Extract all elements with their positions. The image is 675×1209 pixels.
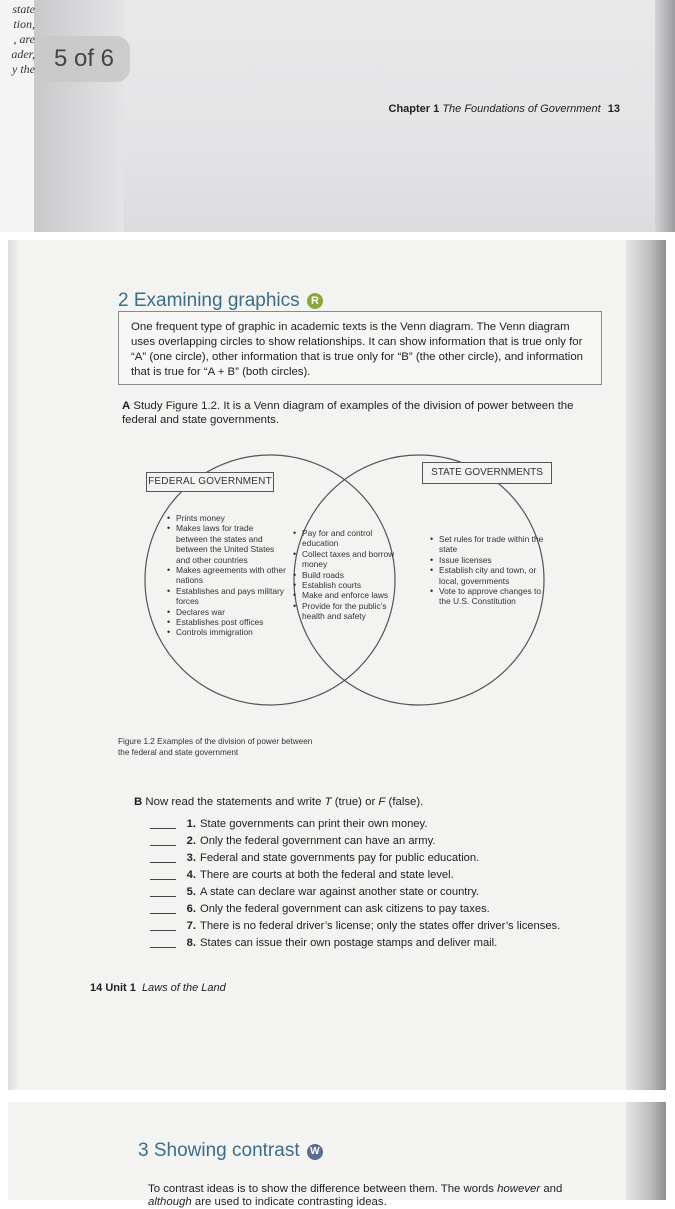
statement-number: 4.: [186, 869, 196, 881]
instruction-text: (true) or: [331, 796, 379, 808]
statement-number: 8.: [186, 937, 196, 949]
instruction-a: [122, 399, 592, 427]
state-governments-label: STATE GOVERNMENTS: [422, 462, 552, 484]
statement-text: State governments can print their own money.: [200, 818, 428, 830]
body-text: and: [540, 1183, 563, 1195]
instruction-text: Study Figure 1.2. It is a Venn diagram of examples of the division of power between the federal and state governments.: [122, 400, 574, 426]
false-letter: F: [378, 796, 386, 808]
statement-row: [150, 850, 620, 867]
cut-word: tion,: [13, 17, 35, 31]
answer-blank[interactable]: [150, 919, 176, 931]
statement-number: 3.: [186, 852, 196, 864]
footer-page-number: 14: [90, 982, 103, 994]
footer-unit-title: Laws of the Land: [141, 982, 226, 994]
statement-text: Only the federal government can have an army.: [200, 835, 436, 847]
state-list: [430, 534, 548, 607]
statement-text: A state can declare war against another state or country.: [200, 886, 480, 898]
statement-number: 6.: [186, 903, 196, 915]
chapter-label: Chapter 1: [388, 103, 440, 115]
list-item: • Pay for and control education: [293, 528, 409, 549]
list-item: • Controls immigration: [167, 627, 287, 637]
statement-number: 7.: [186, 920, 196, 932]
list-item: • Establishes post offices: [167, 617, 287, 627]
chapter-title: The Foundations of Government: [442, 103, 601, 115]
answer-blank[interactable]: [150, 851, 176, 863]
section-title-text: 3 Showing contrast: [138, 1140, 300, 1161]
list-item: • Issue licenses: [430, 555, 548, 565]
cut-off-text: [3, 2, 35, 77]
page-edge-shadow: [626, 1102, 666, 1200]
statement-row: [150, 918, 620, 935]
list-item: • Establish city and town, or local, governments: [430, 565, 548, 586]
answer-blank[interactable]: [150, 936, 176, 948]
list-item: • Prints money: [167, 513, 287, 523]
statement-row: [150, 867, 620, 884]
instruction-text: Now read the statements and write: [145, 796, 325, 808]
list-item: • Set rules for trade within the state: [430, 534, 548, 555]
cut-word: ader,: [11, 47, 35, 61]
instruction-text: (false).: [385, 796, 424, 808]
section-title: [138, 1140, 323, 1162]
statement-text: States can issue their own postage stamps and deliver mail.: [200, 937, 498, 949]
info-box: One frequent type of graphic in academic texts is the Venn diagram. The Venn diagram uses overlapping circles to show relationships. It can show information that is true only for “A” (one circle), other information that is true only for “B” (the other circle), and information that is true for “A + B” (both circles).: [118, 311, 602, 385]
figure-caption: Figure 1.2 Examples of the division of power between the federal and state government: [118, 737, 313, 757]
statement-number: 2.: [186, 835, 196, 847]
next-page: [8, 1102, 666, 1208]
cut-word: state: [12, 2, 35, 16]
answer-blank[interactable]: [150, 868, 176, 880]
statement-text: Federal and state governments pay for public education.: [200, 852, 480, 864]
page-edge-shadow: [8, 240, 18, 1090]
statement-list: [150, 816, 620, 952]
instruction-letter: B: [134, 796, 143, 808]
cut-word: , are: [13, 32, 35, 46]
statement-text: There are courts at both the federal and state level.: [200, 869, 454, 881]
list-item: • Makes agreements with other nations: [167, 565, 287, 586]
federal-government-label: FEDERAL GOVERNMENT: [146, 472, 274, 492]
page-number: 13: [607, 103, 620, 115]
textbook-page: [8, 240, 666, 1090]
reading-badge-icon: R: [307, 293, 323, 309]
keyword-although: although: [148, 1196, 192, 1208]
list-item: • Vote to approve changes to the U.S. Constitution: [430, 586, 548, 607]
page-edge-shadow: [626, 240, 666, 1090]
previous-page: [0, 0, 675, 232]
list-item: • Provide for the public’s health and safety: [293, 601, 409, 622]
chapter-header: [389, 103, 621, 115]
answer-blank[interactable]: [150, 834, 176, 846]
statement-row: [150, 901, 620, 918]
list-item: • Establish courts: [293, 580, 409, 590]
body-text: To contrast ideas is to show the difference between them. The words: [148, 1183, 498, 1195]
statement-row: [150, 935, 620, 952]
footer-unit-label: Unit 1: [105, 982, 136, 994]
both-list: [293, 528, 409, 622]
section-title: [118, 290, 323, 312]
list-item: • Build roads: [293, 570, 409, 580]
page-edge-shadow: [655, 0, 675, 232]
statement-text: Only the federal government can ask citizens to pay taxes.: [200, 903, 490, 915]
federal-list: [167, 513, 287, 638]
answer-blank[interactable]: [150, 902, 176, 914]
answer-blank[interactable]: [150, 885, 176, 897]
page-footer: [90, 982, 226, 994]
list-item: • Declares war: [167, 607, 287, 617]
page-indicator: 5 of 6: [38, 36, 130, 82]
true-letter: T: [324, 796, 332, 808]
list-item: • Collect taxes and borrow money: [293, 549, 409, 570]
statement-number: 5.: [186, 886, 196, 898]
page-gutter-shadow: [34, 0, 124, 232]
body-text: are used to indicate contrasting ideas.: [191, 1196, 387, 1208]
keyword-however: however: [497, 1183, 541, 1195]
writing-badge-icon: W: [307, 1144, 323, 1160]
instruction-b: [134, 796, 614, 808]
statement-text: There is no federal driver’s license; only the states offer driver’s licenses.: [200, 920, 561, 932]
list-item: • Make and enforce laws: [293, 590, 409, 600]
cut-word: y the: [12, 62, 35, 76]
section-body: [148, 1183, 598, 1209]
statement-row: [150, 833, 620, 850]
list-item: • Establishes and pays military forces: [167, 586, 287, 607]
statement-number: 1.: [186, 818, 196, 830]
section-title-text: 2 Examining graphics: [118, 290, 300, 311]
list-item: • Makes laws for trade between the states and between the United States and other countries: [167, 523, 287, 565]
statement-row: [150, 816, 620, 833]
statement-row: [150, 884, 620, 901]
answer-blank[interactable]: [150, 817, 176, 829]
instruction-letter: A: [122, 400, 131, 412]
